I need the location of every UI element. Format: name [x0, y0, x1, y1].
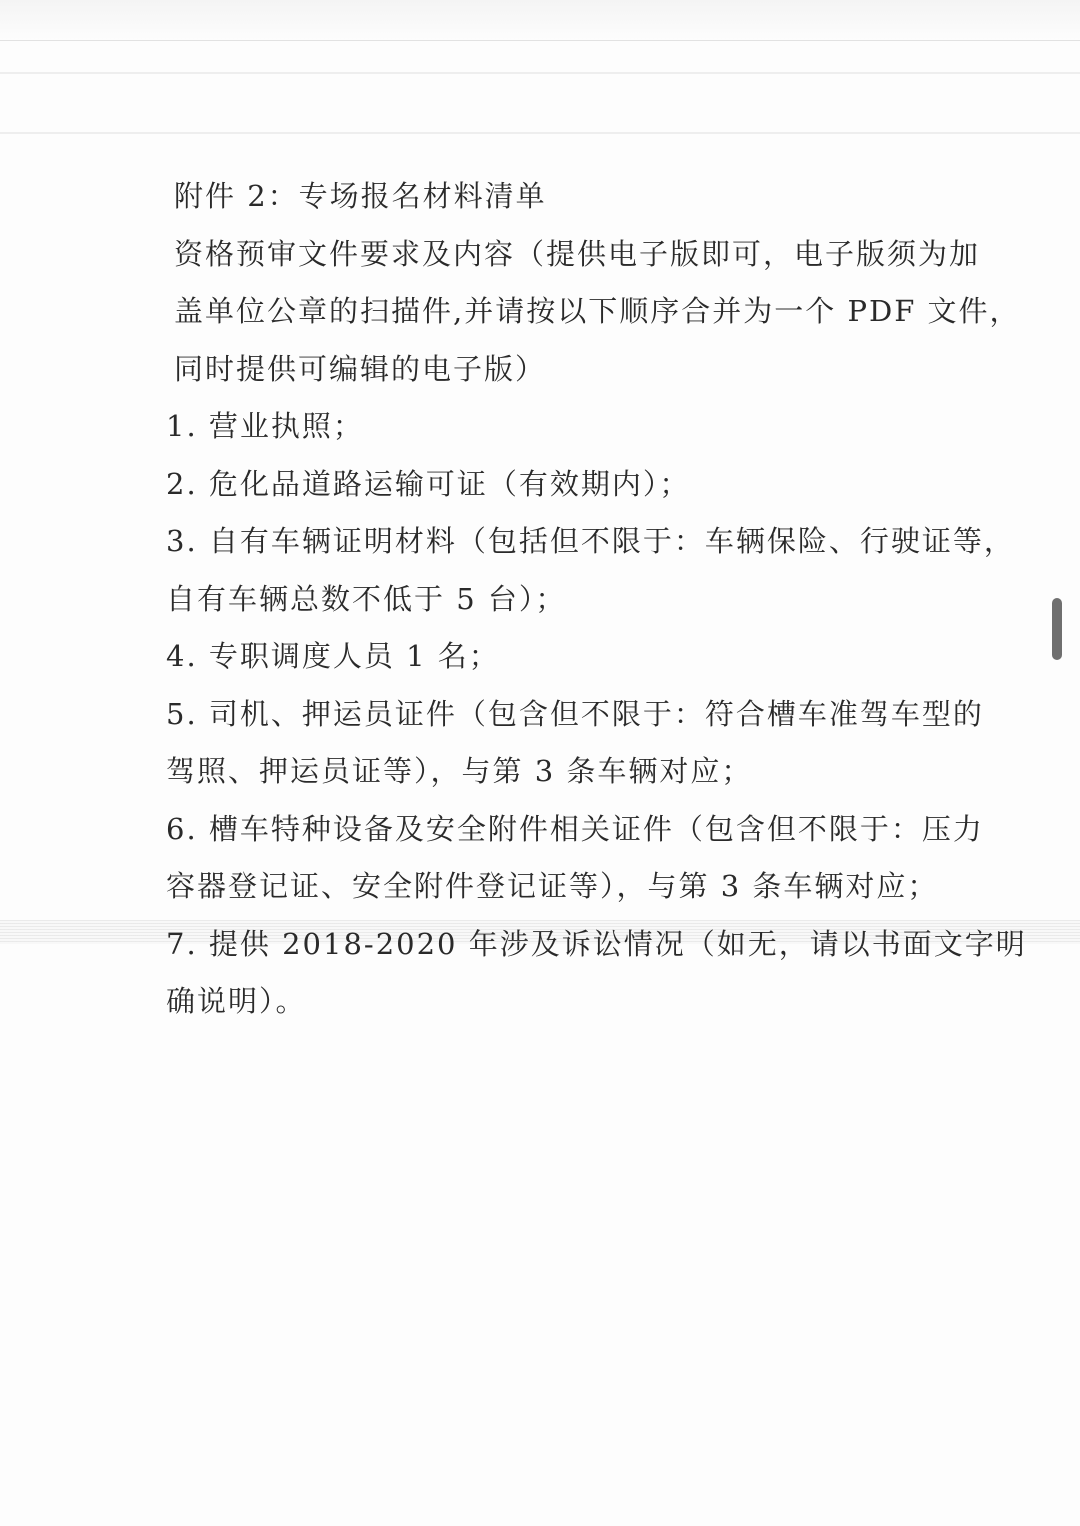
scan-line	[0, 72, 1080, 74]
scan-line	[0, 132, 1080, 134]
list-item-7: 7. 提供 2018-2020 年涉及诉讼情况（如无，请以书面文字明	[166, 926, 1027, 961]
list-item-2: 2. 危化品道路运输可证（有效期内）；	[166, 466, 691, 501]
list-item-6: 6. 槽车特种设备及安全附件相关证件（包含但不限于：压力	[166, 811, 984, 846]
intro-line: 同时提供可编辑的电子版）	[174, 351, 547, 386]
list-item-5-continuation: 驾照、押运员证等），与第 3 条车辆对应；	[166, 754, 753, 788]
list-item-3: 3. 自有车辆证明材料（包括但不限于：车辆保险、行驶证等，	[166, 524, 1015, 558]
list-item-3-continuation: 自有车辆总数不低于 5 台）；	[166, 581, 567, 616]
list-item-7-continuation: 确说明）。	[166, 984, 307, 1018]
binding-mark	[1052, 598, 1062, 660]
list-item-5: 5. 司机、押运员证件（包含但不限于：符合槽车准驾车型的	[166, 696, 984, 731]
scan-top-edge	[0, 0, 1080, 41]
intro-line: 资格预审文件要求及内容（提供电子版即可，电子版须为加	[174, 236, 981, 271]
list-item-1: 1. 营业执照；	[166, 409, 364, 443]
intro-line: 盖单位公章的扫描件,并请按以下顺序合并为一个 PDF 文件，	[174, 294, 1021, 328]
list-item-4: 4. 专职调度人员 1 名；	[166, 639, 500, 673]
document-title: 附件 2：专场报名材料清单	[174, 179, 547, 213]
document-body	[166, 168, 1027, 1031]
list-item-6-continuation: 容器登记证、安全附件登记证等），与第 3 条车辆对应；	[166, 869, 939, 903]
